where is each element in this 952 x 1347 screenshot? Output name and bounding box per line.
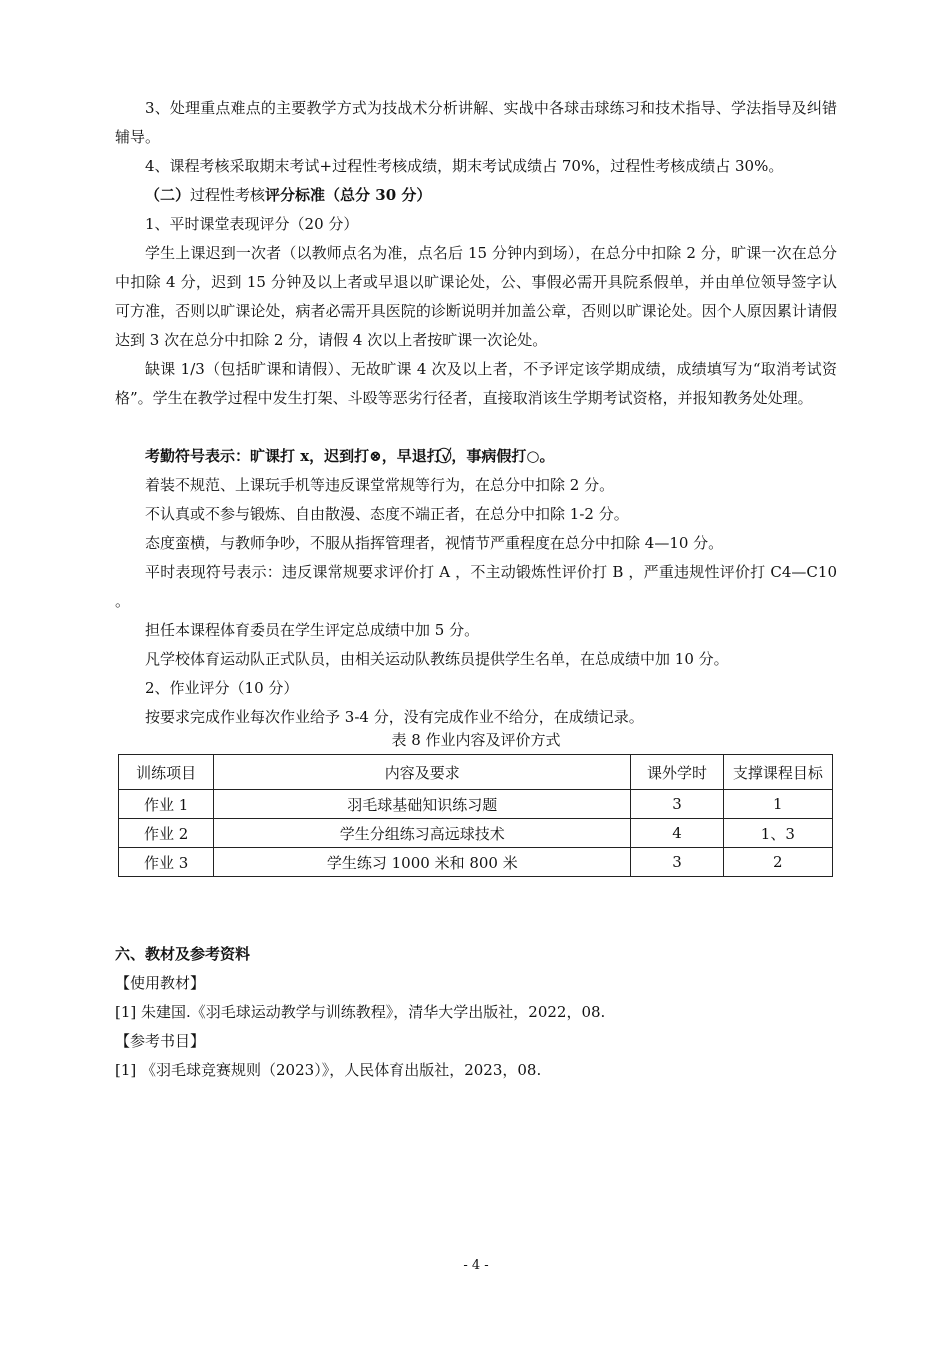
- table-caption: 表 8 作业内容及评价方式: [391, 731, 561, 749]
- paragraph-attendance-symbols: 考勤符号表示：旷课打 x，迟到打⊗，早退打✓⃝，事病假打○。: [145, 447, 555, 465]
- table-cell: 2: [723, 848, 832, 877]
- table-row: [119, 790, 833, 819]
- paragraph-conduct: 态度蛮横，与教师争吵，不服从指挥管理者，视情节严重程度在总分中扣除 4—10 分。: [145, 534, 724, 552]
- paragraph-attendance-rules: 学生上课迟到一次者（以教师点名为准，点名后 15 分钟内到场），在总分中扣除 2 分，旷课一次在总分中扣除 4 分，迟到 15 分钟及以上者或早退以旷课论处，公、事假必需开具院系假单，并由单位领导签字认可方准，否则以旷课论处，病者必需开具医院的诊断说明并加盖公章，否则以旷课论处。因个人原因累计请假达到 3 次在总分中扣除 2 分，请假 4 次以上者按旷课一次论处。: [115, 244, 837, 349]
- table-cell: 1、3: [723, 819, 832, 848]
- table-header-row: [119, 755, 833, 790]
- heading-number: （二）: [145, 186, 191, 204]
- paragraph-assessment-ratio: 4、课程考核采取期末考试+过程性考核成绩，期末考试成绩占 70%，过程性考核成绩占 30%。: [145, 157, 784, 175]
- table-cell: 学生分组练习高远球技术: [214, 819, 631, 848]
- reference-label: 【参考书目】: [115, 1032, 206, 1050]
- table-cell: 3: [631, 790, 723, 819]
- section-title-materials: 六、教材及参考资料: [115, 945, 251, 963]
- paragraph-attitude: 不认真或不参与锻炼、自由散漫、态度不端正者，在总分中扣除 1-2 分。: [145, 505, 629, 523]
- paragraph-homework-rules: 按要求完成作业每次作业给予 3-4 分，没有完成作业不给分，在成绩记录。: [145, 708, 644, 726]
- header-cell: 训练项目: [119, 755, 214, 790]
- paragraph-sports-committee: 担任本课程体育委员在学生评定总成绩中加 5 分。: [145, 621, 480, 639]
- table-cell: 作业 2: [119, 819, 214, 848]
- paragraph-teaching-method: 3、处理重点难点的主要教学方式为技战术分析讲解、实战中各球击球练习和技术指导、学法指导及纠错辅导。: [115, 99, 837, 146]
- header-cell: 内容及要求: [214, 755, 631, 790]
- heading-part-bold: 评分标准（总分 30 分）: [265, 186, 432, 204]
- page-number: - 4 -: [463, 1258, 489, 1273]
- table-row: [119, 819, 833, 848]
- textbook-label: 【使用教材】: [115, 974, 206, 992]
- table-cell: 作业 1: [119, 790, 214, 819]
- paragraph-absence-rules: 缺课 1/3（包括旷课和请假）、无故旷课 4 次及以上者，不予评定该学期成绩，成绩填写为“取消考试资格”。学生在教学过程中发生打架、斗殴等恶劣行径者，直接取消该生学期考试资格，并报知教务处处理。: [115, 360, 837, 407]
- textbook-entry: [1] 朱建国.《羽毛球运动教学与训练教程》，清华大学出版社，2022，08.: [115, 1003, 606, 1021]
- header-cell: 课外学时: [631, 755, 723, 790]
- table-cell: 作业 3: [119, 848, 214, 877]
- table-cell: 学生练习 1000 米和 800 米: [214, 848, 631, 877]
- table-row: [119, 848, 833, 877]
- subheading-classroom-score: 1、平时课堂表现评分（20 分）: [145, 215, 359, 233]
- table-cell: 4: [631, 819, 723, 848]
- paragraph-performance-symbols: 平时表现符号表示：违反课常规要求评价打 A ，不主动锻炼性评价打 B ，严重违规性评价打 C4—C10 。: [115, 563, 837, 610]
- header-cell: 支撑课程目标: [723, 755, 832, 790]
- paragraph-sports-team: 凡学校体育运动队正式队员，由相关运动队教练员提供学生名单，在总成绩中加 10 分。: [145, 650, 729, 668]
- heading-part-normal: 过程性考核: [190, 186, 266, 204]
- reference-entry: [1] 《羽毛球竞赛规则（2023）》，人民体育出版社，2023，08.: [115, 1061, 542, 1079]
- table-cell: 羽毛球基础知识练习题: [214, 790, 631, 819]
- subheading-homework-score: 2、作业评分（10 分）: [145, 679, 299, 697]
- table-cell: 1: [723, 790, 832, 819]
- table-cell: 3: [631, 848, 723, 877]
- heading-process-assessment: [115, 181, 837, 210]
- homework-table: [118, 754, 833, 877]
- paragraph-dress-code: 着装不规范、上课玩手机等违反课堂常规等行为，在总分中扣除 2 分。: [145, 476, 615, 494]
